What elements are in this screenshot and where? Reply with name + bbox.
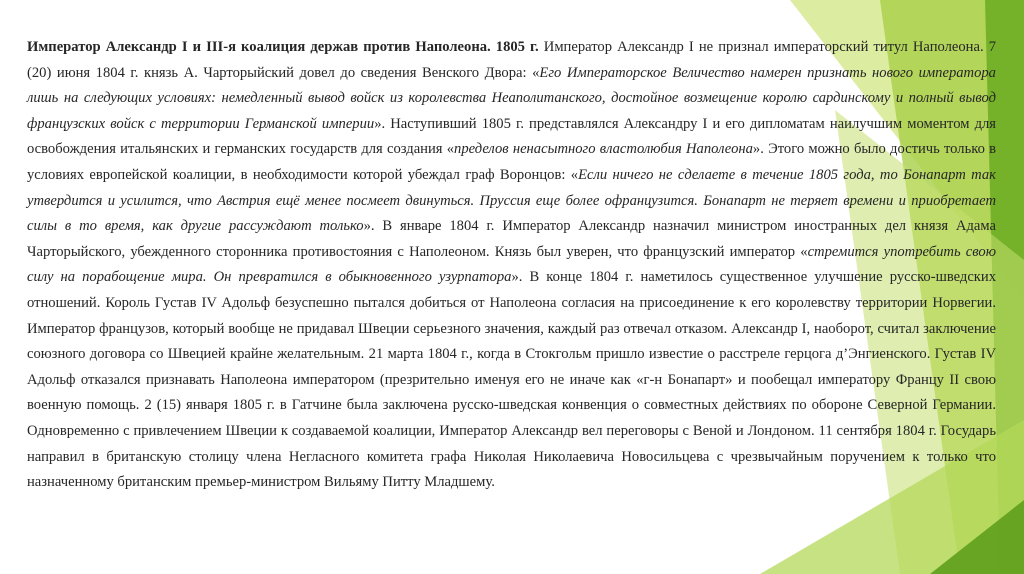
quote-napoleon-ambition: пределов ненасытного властолюбия Наполеона bbox=[454, 141, 753, 158]
slide-body-text bbox=[27, 35, 996, 496]
text-run-4: ». В январе 1804 г. Император Александр назначил министром иностранных дел князя Адама Чарторыйского, убежденного сторонника противостояния с Наполеоном. Князь был уверен, что французский император « bbox=[27, 218, 996, 260]
quote-vorontsov: Если ничего не сделаете в течение 1805 года, то Бонапарт так утвердится и усилится, что Австрия ещё менее посмеет двинуться. Пруссия еще более офранцузится. Бонапарт не теряет времени и приобретает силы в то время, как другие рассуждают только bbox=[27, 166, 997, 235]
quote-czar-conditions: Его Императорское Величество намерен признать нового императора лишь на следующих условиях: немедленный вывод войск из королевства Неаполитанского, достойное возмещение королю сардинскому и полный вывод французских войск с территории Германской империи bbox=[27, 64, 996, 132]
text-run-5: ». В конце 1804 г. наметилось существенное улучшение русско-шведских отношений. Король Густав IV Адольф безуспешно пытался добиться от Наполеона согласия на присоединение к его королевству территории Норвегии. Император французов, который вообще не придавал Швеции серьезного значения, каждый раз отвечал отказом. Александр I, наоборот, считал заключение союзного договора со Швецией крайне желательным. 21 марта 1804 г., когда в Стокгольм пришло известие о расстреле герцога д’Энгиенского. Густав IV Адольф отказался признавать Наполеона императором (презрительно именуя его не иначе как «г-н Бонапарт» и пообещал императору Францу II свою военную помощь. 2 (15) января 1805 г. в Гатчине была заключена русско-шведская конвенция о совместных действиях по обороне Северной Германии. Одновременно с привлечением Швеции к создаваемой коалиции, Император Александр вел переговоры с Веной и Лондоном. 11 сентября 1804 г. Государь направил в британскую столицу члена Негласного комитета графа Николая Николаевича Новосильцева с чрезвычайным поручением к только что назначенному британским премьер-министром Вильяму Питту Младшему. bbox=[27, 269, 997, 491]
slide-heading: Император Александр I и III-я коалиция держав против Наполеона. 1805 г. bbox=[27, 39, 539, 55]
text-run-2: ». Наступивший 1805 г. представлялся Александру I и его дипломатам наилучшим моментом для освобождения итальянских и германских государств для создания « bbox=[27, 115, 996, 158]
text-run-3: ». Этого можно было достичь только в условиях европейской коалиции, в необходимости которой убеждал граф Воронцов: « bbox=[27, 141, 996, 183]
text-run-1: Император Александр I не признал императорский титул Наполеона. 7 (20) июня 1804 г. князь А. Чарторыйский довел до сведения Венского Двора: « bbox=[27, 39, 997, 81]
quote-usurper: стремится употребить свою силу на порабощение мира. Он превратился в обыкновенного узурпатора bbox=[27, 243, 996, 286]
